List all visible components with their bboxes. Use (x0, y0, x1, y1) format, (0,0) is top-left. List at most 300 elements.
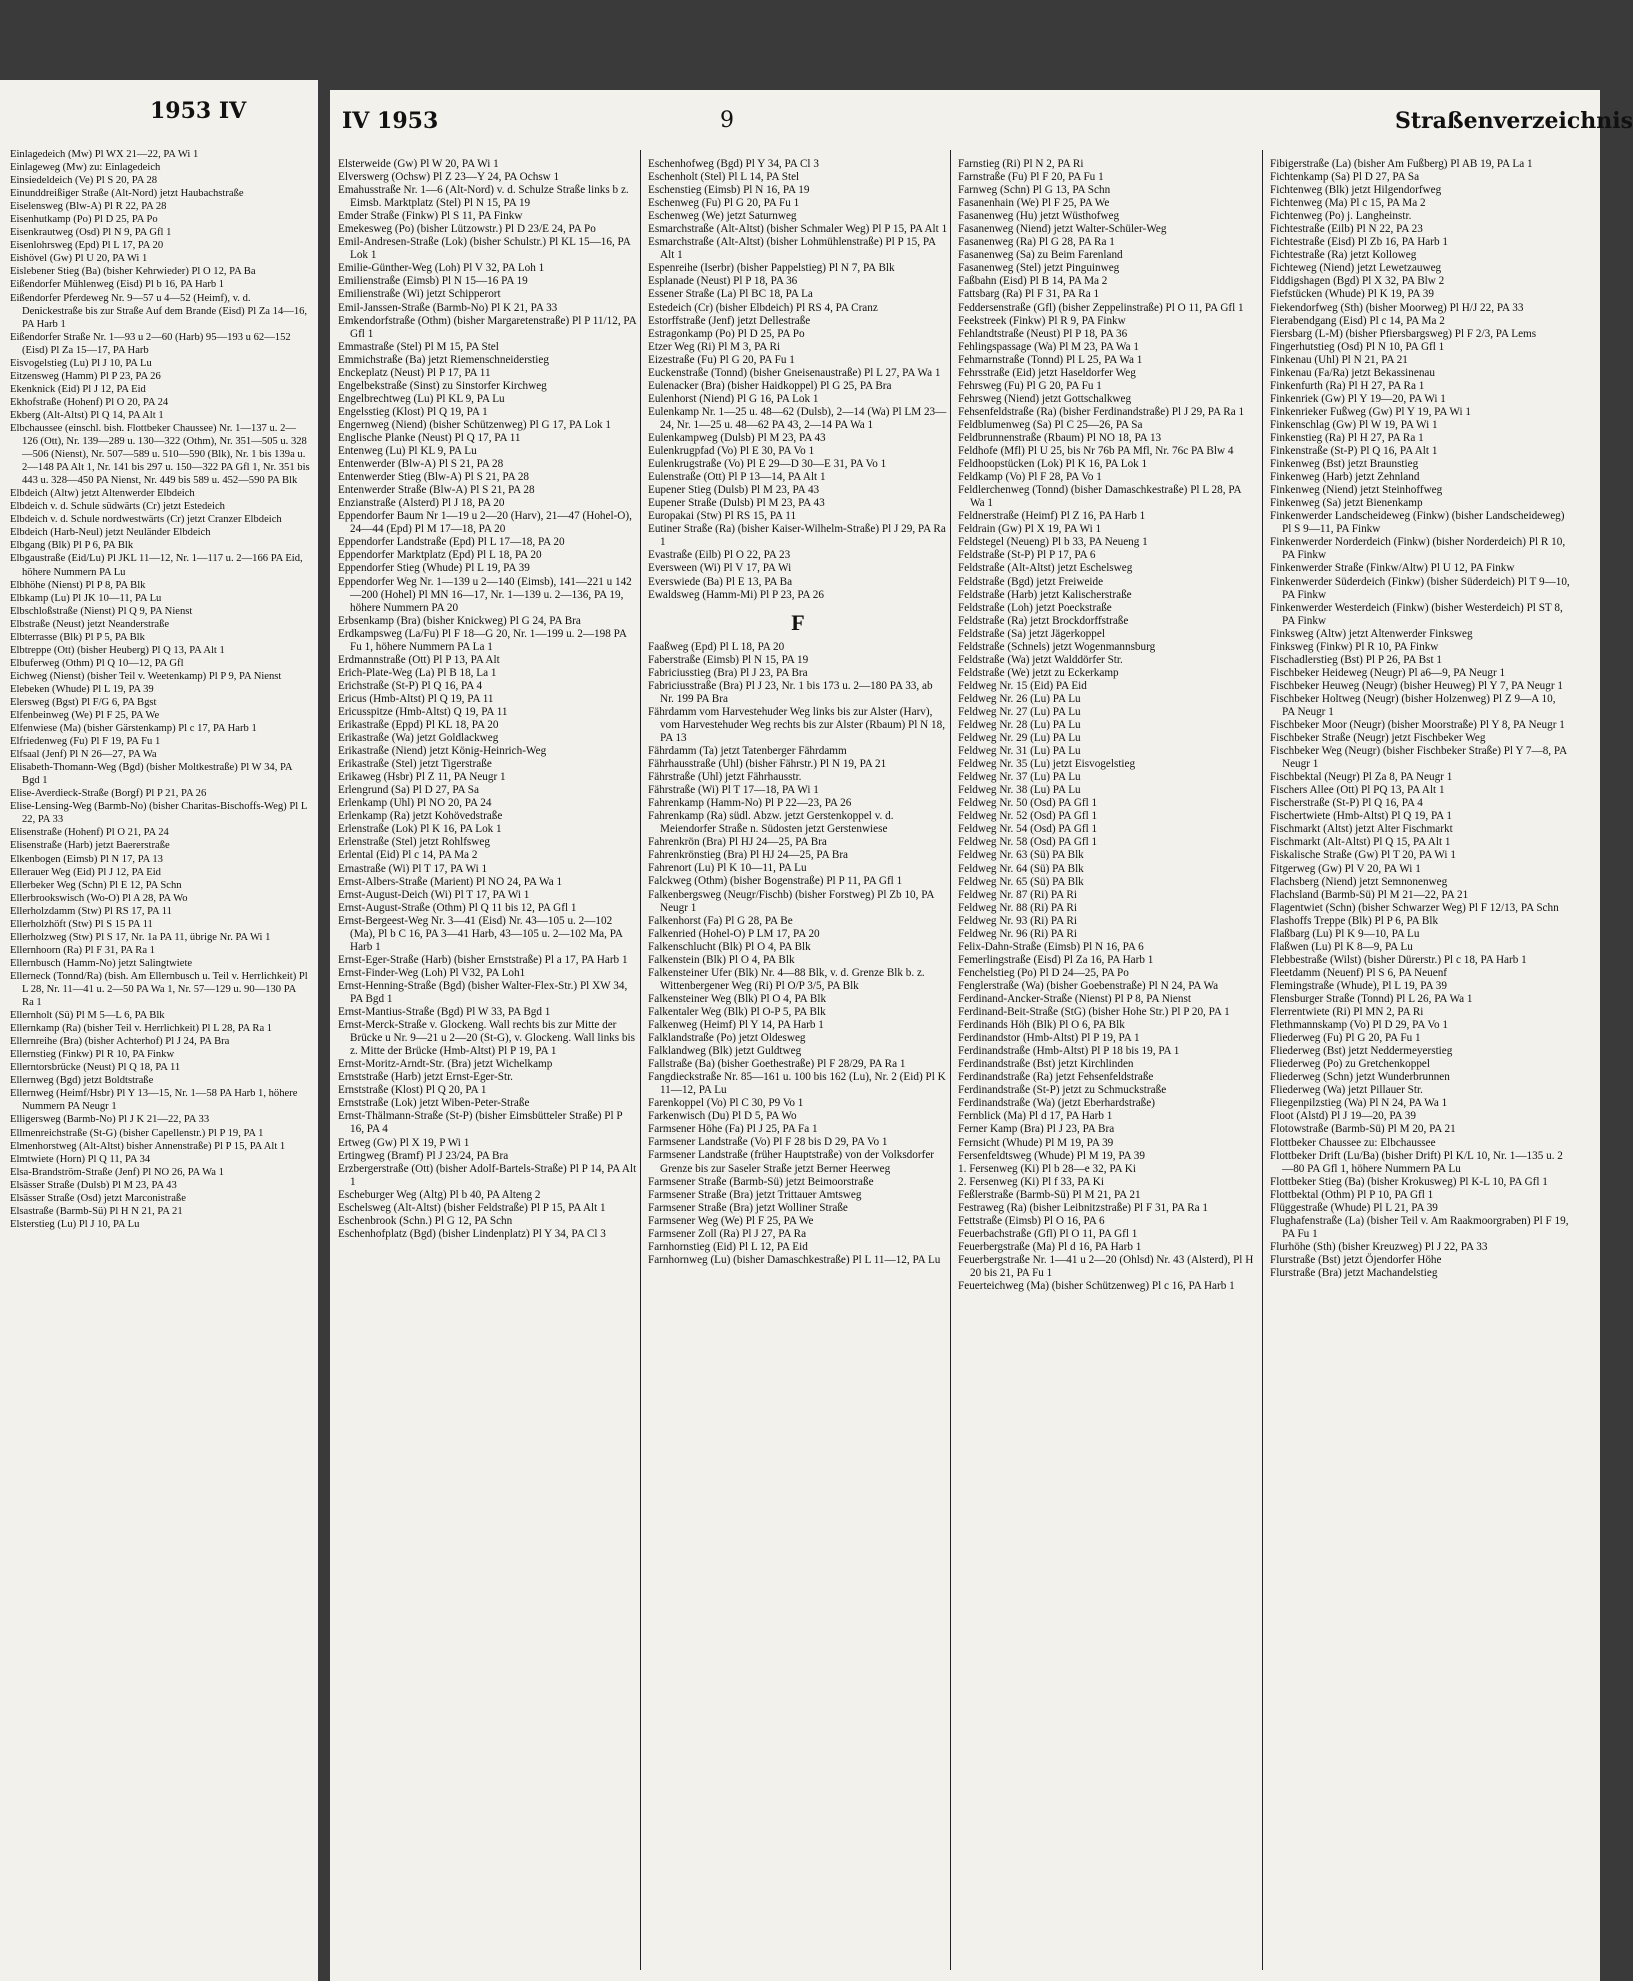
street-entry: Femerlingstraße (Eisd) Pl Za 16, PA Harb 1 (958, 953, 1154, 966)
street-entry: Elsa-Brandström-Straße (Jenf) Pl NO 26, PA Wa 1 (10, 1166, 224, 1178)
street-entry: Erzbergerstraße (Ott) (bisher Adolf-Bartels-Straße) Pl P 14, PA Alt 1 (338, 1162, 637, 1188)
street-entry: Flachsland (Barmb-Sü) Pl M 21—22, PA 21 (1270, 888, 1469, 901)
street-entry: Emahusstraße Nr. 1—6 (Alt-Nord) v. d. Schulze Straße links b z. Eimsb. Marktplatz (Stel) Pl N 15, PA 19 (338, 184, 629, 210)
street-entry: Farnweg (Schn) Pl G 13, PA Schn (958, 184, 1111, 197)
street-entry: Erlenkamp (Uhl) Pl NO 20, PA 24 (338, 797, 492, 810)
street-entry: Falkensteiner Ufer (Blk) Nr. 4—88 Blk, v. d. Grenze Blk b. z. Wittenbergener Weg (Ri) Pl O/P 3/5, PA Blk (648, 966, 925, 992)
street-entry: Fischertwiete (Hmb-Altst) Pl Q 19, PA 1 (1270, 810, 1453, 823)
street-entry: Feldweg Nr. 96 (Ri) PA Ri (958, 927, 1077, 940)
street-entry: Fasanenweg (Ra) Pl G 28, PA Ra 1 (958, 236, 1115, 249)
street-entry: Ernst-Finder-Weg (Loh) Pl V32, PA Loh1 (338, 966, 526, 979)
street-entry: Ellernstieg (Finkw) Pl R 10, PA Finkw (10, 1049, 175, 1061)
street-entry: Ellerbeker Weg (Schn) Pl E 12, PA Schn (10, 879, 182, 891)
street-entry: Eschelsweg (Alt-Altst) (bisher Feldstraße) Pl P 15, PA Alt 1 (338, 1201, 606, 1214)
street-entry: Ferdinandstraße (Wa) (jetzt Eberhardstraße) (958, 1097, 1155, 1110)
street-entry: Elligersweg (Barmb-No) Pl J K 21—22, PA 33 (10, 1114, 210, 1126)
street-entry: Eizestraße (Fu) Pl G 20, PA Fu 1 (648, 353, 795, 366)
column-3 (958, 158, 1258, 1293)
street-entry: Farmsener Straße (Barmb-Sü) jetzt Beimoorstraße (648, 1175, 874, 1188)
street-entry: Fenchelstieg (Po) Pl D 24—25, PA Po (958, 966, 1129, 979)
street-entry: Feldstraße (Schnels) jetzt Wogenmannsburg (958, 640, 1156, 653)
street-entry: Fiersbarg (L-M) (bisher Pfiersbargsweg) Pl F 2/3, PA Lems (1270, 327, 1537, 340)
street-entry: Flurstraße (Bst) jetzt Öjendorfer Höhe (1270, 1253, 1442, 1266)
street-entry: Finksweg (Finkw) Pl R 10, PA Finkw (1270, 640, 1439, 653)
street-entry: Fallstraße (Ba) (bisher Goethestraße) Pl F 28/29, PA Ra 1 (648, 1058, 906, 1071)
street-entry: Feldrain (Gw) Pl X 19, PA Wi 1 (958, 523, 1102, 536)
street-entry: Finkenriek (Gw) Pl Y 19—20, PA Wi 1 (1270, 392, 1446, 405)
street-entry: Entenwerder Straße (Blw-A) Pl S 21, PA 28 (338, 484, 535, 497)
street-entry: Elbschloßstraße (Nienst) Pl Q 9, PA Nienst (10, 605, 193, 617)
street-entry: Flotowstraße (Barmb-Sü) Pl M 20, PA 21 (1270, 1123, 1456, 1136)
street-entry: Etzer Weg (Ri) Pl M 3, PA Ri (648, 340, 781, 353)
street-entry: Fischbeker Heuweg (Neugr) (bisher Heuweg) Pl Y 7, PA Neugr 1 (1270, 679, 1563, 692)
column-2 (648, 158, 948, 1267)
street-entry: Fischadlerstieg (Bst) Pl P 26, PA Bst 1 (1270, 653, 1442, 666)
street-entry: Fahrenkrön (Bra) Pl HJ 24—25, PA Bra (648, 836, 827, 849)
street-entry: Elersweg (Bgst) Pl F/G 6, PA Bgst (10, 696, 157, 708)
street-entry: Fenglerstraße (Wa) (bisher Goebenstraße) Pl N 24, PA Wa (958, 979, 1219, 992)
street-entry: Farnhornweg (Lu) (bisher Damaschkestraße) Pl L 11—12, PA Lu (648, 1253, 941, 1266)
street-entry: Elbgang (Blk) Pl P 6, PA Blk (10, 540, 134, 552)
street-entry: Falkenhorst (Fa) Pl G 28, PA Be (648, 914, 793, 927)
page-header-right: Straßenverzeichnis (1395, 108, 1633, 134)
street-entry: Flaßbarg (Lu) Pl K 9—10, PA Lu (1270, 927, 1420, 940)
street-entry: Fiddigshagen (Bgd) Pl X 32, PA Blw 2 (1270, 275, 1445, 288)
street-entry: Ewaldsweg (Hamm-Mi) Pl P 23, PA 26 (648, 588, 824, 601)
street-entry: Eschenstieg (Eimsb) Pl N 16, PA 19 (648, 184, 810, 197)
street-entry: Flebbestraße (Wilst) (bisher Dürerstr.) Pl c 18, PA Harb 1 (1270, 953, 1527, 966)
street-entry: Fernsicht (Whude) Pl M 19, PA 39 (958, 1136, 1114, 1149)
street-entry: Fehsenfeldstraße (Ra) (bisher Ferdinandstraße) Pl J 29, PA Ra 1 (958, 405, 1245, 418)
street-entry: Erlenkamp (Ra) jetzt Kohövedstraße (338, 810, 503, 823)
street-entry: Feldweg Nr. 26 (Lu) PA Lu (958, 692, 1081, 705)
street-entry: Flensburger Straße (Tonnd) Pl L 26, PA Wa 1 (1270, 993, 1473, 1005)
street-entry: Faßbahn (Eisd) Pl B 14, PA Ma 2 (958, 275, 1108, 288)
street-entry: Fliederweg (Fu) Pl G 20, PA Fu 1 (1270, 1032, 1421, 1045)
street-entry: Espenreihe (Iserbr) (bisher Pappelstieg) Pl N 7, PA Blk (648, 262, 895, 275)
street-entry: Fabriciusstieg (Bra) Pl J 23, PA Bra (648, 666, 808, 679)
street-entry: Feldlerchenweg (Tonnd) (bisher Damaschkestraße) Pl L 28, PA Wa 1 (958, 484, 1241, 510)
street-entry: Fehrsweg (Niend) jetzt Gottschalkweg (958, 392, 1132, 405)
street-entry: Fibigerstraße (La) (bisher Am Fußberg) Pl AB 19, PA La 1 (1270, 158, 1533, 170)
street-entry: Ernastraße (Wi) Pl T 17, PA Wi 1 (338, 862, 488, 875)
street-entry: Feldnerstraße (Heimf) Pl Z 16, PA Harb 1 (958, 510, 1146, 523)
street-entry: Ekenknick (Eid) Pl J 12, PA Eid (10, 383, 146, 395)
street-entry: Farnstieg (Ri) Pl N 2, PA Ri (958, 158, 1084, 170)
street-entry: Fichtenweg (Po) j. Langheinstr. (1270, 210, 1412, 223)
street-entry: Feldkamp (Vo) Pl F 28, PA Vo 1 (958, 471, 1102, 484)
street-entry: Fichtestraße (Eilb) Pl N 22, PA 23 (1270, 223, 1423, 236)
street-entry: Finkenweg (Sa) jetzt Bienenkamp (1270, 497, 1423, 510)
street-entry: Elbkamp (Lu) Pl JK 10—11, PA Lu (10, 592, 162, 604)
street-entry: Eisvogelstieg (Lu) Pl J 10, PA Lu (10, 357, 152, 369)
street-entry: 2. Fersenweg (Ki) Pl f 33, PA Ki (958, 1175, 1104, 1188)
street-entry: 1. Fersenweg (Ki) Pl b 28—e 32, PA Ki (958, 1162, 1136, 1175)
street-entry: Ekberg (Alt-Altst) Pl Q 14, PA Alt 1 (10, 409, 164, 421)
street-entry: Estragonkamp (Po) Pl D 25, PA Po (648, 327, 805, 340)
street-entry: Eulenkrugpfad (Vo) Pl E 30, PA Vo 1 (648, 445, 815, 458)
street-entry: Farmsener Höhe (Fa) Pl J 25, PA Fa 1 (648, 1123, 818, 1136)
page-number: 9 (720, 108, 734, 133)
street-entry: Elmenhorstweg (Alt-Altst) bisher Annenstraße) Pl P 15, PA Alt 1 (10, 1140, 286, 1152)
street-entry: Ernststraße (Klost) Pl Q 20, PA 1 (338, 1084, 487, 1097)
street-entry: Festraweg (Ra) (bisher Leibnitzstraße) Pl F 31, PA Ra 1 (958, 1201, 1209, 1214)
street-entry: Elbdeich v. d. Schule südwärts (Cr) jetzt Estedeich (10, 501, 225, 513)
street-entry: Ferdinands Höh (Blk) Pl O 6, PA Blk (958, 1019, 1125, 1032)
street-entry: Ernst-Thälmann-Straße (St-P) (bisher Eimsbütteler Straße) Pl P 16, PA 4 (338, 1110, 623, 1136)
street-entry: Elbdeich (Altw) jetzt Altenwerder Elbdeich (10, 488, 195, 500)
street-entry: Emilie-Günther-Weg (Loh) Pl V 32, PA Loh 1 (338, 262, 545, 275)
page-header-left: IV 1953 (342, 108, 439, 134)
street-entry: Feldweg Nr. 88 (Ri) PA Ri (958, 901, 1077, 914)
street-entry: Esmarchstraße (Alt-Altst) (bisher Lohmühlenstraße) Pl P 15, PA Alt 1 (648, 236, 936, 262)
street-entry: Elfsaal (Jenf) Pl N 26—27, PA Wa (10, 749, 157, 761)
street-entry: Euckenstraße (Tonnd) (bisher Gneisenaustraße) Pl L 27, PA Wa 1 (648, 366, 941, 379)
street-entry: Eißendorfer Pferdeweg Nr. 9—57 u 4—52 (Heimf), v. d. Denickestraße bis zur Straße Auf dem Brande (Eisd) Pl Za 14—16, PA Harb 1 (10, 292, 308, 330)
street-entry: Ellerntorsbrücke (Neust) Pl Q 18, PA 11 (10, 1062, 181, 1074)
street-entry: Eschenweg (Fu) Pl G 20, PA Fu 1 (648, 197, 800, 210)
street-entry: Eppendorfer Landstraße (Epd) Pl L 17—18, PA 20 (338, 536, 565, 549)
street-entry: Eulenkrugstraße (Vo) Pl E 29—D 30—E 31, PA Vo 1 (648, 458, 887, 471)
street-entry: Ernst-Eger-Straße (Harb) (bisher Ernststraße) Pl a 17, PA Harb 1 (338, 953, 628, 966)
street-entry: Ekhofstraße (Hohenf) Pl O 20, PA 24 (10, 396, 169, 408)
street-entry: Eppendorfer Baum Nr 1—19 u 2—20 (Harv), 21—47 (Hohel-O), 24—44 (Epd) Pl M 17—18, PA 20 (338, 510, 632, 536)
street-entry: Feldweg Nr. 15 (Eid) PA Eid (958, 679, 1087, 692)
street-entry: Engelbekstraße (Sinst) zu Sinstorfer Kirchweg (338, 379, 547, 392)
street-entry: Fliegenpilzstieg (Wa) Pl N 24, PA Wa 1 (1270, 1097, 1448, 1110)
street-entry: Ellerbrookswisch (Wo-O) Pl A 28, PA Wo (10, 892, 188, 904)
street-entry: Fichtenweg (Ma) Pl c 15, PA Ma 2 (1270, 197, 1426, 210)
street-entry: Fehmarnstraße (Tonnd) Pl L 25, PA Wa 1 (958, 353, 1143, 366)
street-entry: Ferner Kamp (Bra) Pl J 23, PA Bra (958, 1123, 1115, 1136)
street-entry: Engelsstieg (Klost) Pl Q 19, PA 1 (338, 405, 488, 418)
street-entry: Eupener Straße (Dulsb) Pl M 23, PA 43 (648, 497, 825, 510)
street-entry: Fährhausstraße (Uhl) (bisher Fährstr.) Pl N 19, PA 21 (648, 758, 887, 771)
street-entry: Feldweg Nr. 35 (Lu) jetzt Eisvogelstieg (958, 758, 1136, 771)
street-entry: Ellernkamp (Ra) (bisher Teil v. Herrlichkeit) Pl L 28, PA Ra 1 (10, 1023, 273, 1035)
column-divider (1262, 150, 1263, 1970)
street-entry: Ferdinandstraße (Bst) jetzt Kirchlinden (958, 1058, 1134, 1071)
street-entry: Feddersenstraße (Gfl) (bisher Zeppelinstraße) Pl O 11, PA Gfl 1 (958, 301, 1244, 314)
street-entry: Ernst-Moritz-Arndt-Str. (Bra) jetzt Wichelkamp (338, 1058, 553, 1071)
street-entry: Ellernholt (Sü) Pl M 5—L 6, PA Blk (10, 1010, 165, 1022)
street-entry: Elfenbeinweg (We) Pl F 25, PA We (10, 710, 160, 722)
street-entry: Falkenweg (Heimf) Pl Y 14, PA Harb 1 (648, 1019, 824, 1031)
street-entry: Finkenwerder Westerdeich (Finkw) (bisher Westerdeich) Pl ST 8, PA Finkw (1270, 601, 1563, 627)
street-entry: Ellernbusch (Hamm-No) jetzt Salingtwiete (10, 957, 193, 969)
street-entry: Estorffstraße (Jenf) jetzt Dellestraße (648, 314, 811, 327)
street-entry: Fährstraße (Uhl) jetzt Fährhausstr. (648, 771, 802, 784)
street-entry: Ernststraße (Harb) jetzt Ernst-Eger-Str. (338, 1071, 513, 1084)
street-entry: Fährstraße (Wi) Pl T 17—18, PA Wi 1 (648, 784, 819, 797)
street-entry: Farenkoppel (Vo) Pl C 30, P9 Vo 1 (648, 1097, 804, 1110)
street-entry: Emmastraße (Stel) Pl M 15, PA Stel (338, 340, 499, 353)
street-entry: Feekstreek (Finkw) Pl R 9, PA Finkw (958, 314, 1126, 327)
street-entry: Feuerbergstraße (Ma) Pl d 16, PA Harb 1 (958, 1240, 1142, 1253)
street-entry: Ellerholzdamm (Stw) Pl RS 17, PA 11 (10, 905, 172, 917)
street-entry: Feuerbachstraße (Gfl) Pl O 11, PA Gfl 1 (958, 1227, 1138, 1240)
street-entry: Ertweg (Gw) Pl X 19, P Wi 1 (338, 1136, 470, 1149)
street-entry: Ernst-Albers-Straße (Marient) Pl NO 24, PA Wa 1 (338, 875, 563, 888)
street-entry: Fahrenkrönstieg (Bra) Pl HJ 24—25, PA Bra (648, 849, 849, 862)
street-entry: Feldweg Nr. 38 (Lu) PA Lu (958, 784, 1081, 797)
street-entry: Emkendorfstraße (Othm) (bisher Margaretenstraße) Pl P 11/12, PA Gfl 1 (338, 314, 637, 340)
street-entry: Erichstraße (St-P) Pl Q 16, PA 4 (338, 679, 483, 692)
street-entry: Finkenstraße (St-P) Pl Q 16, PA Alt 1 (1270, 445, 1438, 458)
street-entry: Finkenschlag (Gw) Pl W 19, PA Wi 1 (1270, 418, 1438, 431)
street-entry: Elbterrasse (Blk) Pl P 5, PA Blk (10, 631, 145, 643)
street-entry: Farnhornstieg (Eid) Pl L 12, PA Eid (648, 1240, 808, 1253)
street-entry: Fasanenhain (We) Pl F 25, PA We (958, 197, 1110, 210)
street-entry: Ferdinandstraße (Ra) jetzt Fehsenfeldstraße (958, 1071, 1154, 1084)
street-entry: Fettstraße (Eimsb) Pl O 16, PA 6 (958, 1214, 1105, 1227)
street-entry: Escheburger Weg (Altg) Pl b 40, PA Alteng 2 (338, 1188, 541, 1201)
street-entry: Eisenkrautweg (Osd) Pl N 9, PA Gfl 1 (10, 227, 172, 239)
street-entry: Elbstraße (Neust) jetzt Neanderstraße (10, 618, 170, 630)
street-entry: Eschenholt (Stel) Pl L 14, PA Stel (648, 171, 800, 184)
street-entry: Fischbektal (Neugr) Pl Za 8, PA Neugr 1 (1270, 771, 1453, 784)
street-entry: Fingerhutstieg (Osd) Pl N 10, PA Gfl 1 (1270, 340, 1445, 353)
street-entry: Fernblick (Ma) Pl d 17, PA Harb 1 (958, 1110, 1113, 1123)
street-entry: Finkenweg (Bst) jetzt Braunstieg (1270, 458, 1419, 471)
street-entry: Erikastraße (Stel) jetzt Tigerstraße (338, 758, 492, 771)
street-entry: Finkenwerder Süderdeich (Finkw) (bisher Süderdeich) Pl T 9—10, PA Finkw (1270, 575, 1570, 601)
street-entry: Fischbeker Weg (Neugr) (bisher Fischbeker Straße) Pl Y 7—8, PA Neugr 1 (1270, 745, 1567, 771)
street-entry: Emmichstraße (Ba) jetzt Riemenschneiderstieg (338, 353, 549, 366)
street-entry: Elmtwiete (Horn) Pl Q 11, PA 34 (10, 1153, 151, 1165)
street-entry: Flüggestraße (Whude) Pl L 21, PA 39 (1270, 1201, 1438, 1214)
street-entry: Feldstraße (Bgd) jetzt Freiweide (958, 575, 1104, 588)
street-entry: Eulenstraße (Ott) Pl P 13—14, PA Alt 1 (648, 471, 826, 484)
street-entry: Feldstraße (Loh) jetzt Poeckstraße (958, 601, 1112, 614)
street-entry: Eppendorfer Stieg (Whude) Pl L 19, PA 39 (338, 562, 530, 575)
street-entry: Fahrenkamp (Ra) südl. Abzw. jetzt Gerstenkoppel v. d. Meiendorfer Straße n. Südosten jetzt Gerstenwiese (648, 810, 894, 836)
street-entry: Finkenau (Fa/Ra) jetzt Bekassinenau (1270, 366, 1435, 379)
street-entry: Ferdinandstraße (St-P) jetzt zu Schmuckstraße (958, 1084, 1167, 1097)
street-entry: Feldweg Nr. 37 (Lu) PA Lu (958, 771, 1081, 784)
street-entry: Elfenwiese (Ma) (bisher Gärstenkamp) Pl c 17, PA Harb 1 (10, 723, 257, 735)
street-entry: Fangdieckstraße Nr. 85—161 u. 100 bis 162 (Lu), Nr. 2 (Eid) Pl K 11—12, PA Lu (648, 1071, 946, 1097)
street-entry: Farmsener Weg (We) Pl F 25, PA We (648, 1214, 814, 1227)
street-entry: Fischmarkt (Alt-Altst) Pl Q 15, PA Alt 1 (1270, 836, 1451, 849)
street-entry: Elfriedenweg (Fu) Pl F 19, PA Fu 1 (10, 736, 161, 748)
street-entry: Falklandstraße (Po) jetzt Oldesweg (648, 1032, 806, 1045)
street-entry: Elbdeich (Harb-Neul) jetzt Neuländer Elbdeich (10, 527, 211, 539)
street-entry: Feldbrunnenstraße (Rbaum) Pl NO 18, PA 13 (958, 431, 1162, 444)
street-entry: Fichtenkamp (Sa) Pl D 27, PA Sa (1270, 171, 1420, 184)
street-entry: Emder Straße (Finkw) Pl S 11, PA Finkw (338, 210, 523, 223)
street-entry: Elise-Lensing-Weg (Barmb-No) (bisher Charitas-Bischoffs-Weg) Pl L 22, PA 33 (10, 801, 307, 826)
street-entry: Faberstraße (Eimsb) Pl N 15, PA 19 (648, 653, 809, 666)
street-entry: Falkenstein (Blk) Pl O 4, PA Blk (648, 953, 795, 966)
street-entry: Fiekendorfweg (Sth) (bisher Moorweg) Pl H/J 22, PA 33 (1270, 301, 1524, 314)
street-entry: Fasanenweg (Sa) zu Beim Farenland (958, 249, 1123, 262)
street-entry: Feldstraße (Sa) jetzt Jägerkoppel (958, 627, 1105, 640)
street-entry: Fehrsweg (Fu) Pl G 20, PA Fu 1 (958, 379, 1102, 392)
street-entry: Feldstraße (Alt-Altst) jetzt Eschelsweg (958, 562, 1133, 575)
street-entry: Eschenbrook (Schn.) Pl G 12, PA Schn (338, 1214, 513, 1227)
street-entry: Ellerneck (Tonnd/Ra) (bish. Am Ellernbusch u. Teil v. Herrlichkeit) Pl L 28, Nr. 11—41 u. 2—50 PA Wa 1, Nr. 57—129 u. 90—130 PA Ra 1 (10, 970, 308, 1009)
street-entry: Feldweg Nr. 65 (Sü) PA Blk (958, 875, 1084, 888)
street-entry: Feldweg Nr. 64 (Sü) PA Blk (958, 862, 1084, 875)
street-entry: Feldweg Nr. 29 (Lu) PA Lu (958, 732, 1081, 745)
street-entry: Feldstraße (We) jetzt zu Eckerkamp (958, 666, 1119, 679)
street-entry: Elbgaustraße (Eid/Lu) Pl JKL 11—12, Nr. 1—117 u. 2—166 PA Eid, höhere Nummern PA Lu (10, 553, 303, 578)
street-entry: Elbhöhe (Nienst) Pl P 8, PA Blk (10, 579, 146, 591)
street-entry: Feldweg Nr. 28 (Lu) PA Lu (958, 719, 1081, 732)
street-entry: Emekesweg (Po) (bisher Lützowstr.) Pl D 23/E 24, PA Po (338, 223, 596, 236)
street-entry: Finkenwerder Straße (Finkw/Altw) Pl U 12, PA Finkw (1270, 562, 1515, 575)
street-entry: Esplanade (Neust) Pl P 18, PA 36 (648, 275, 798, 288)
street-entry: Elkenbogen (Eimsb) Pl N 17, PA 13 (10, 853, 163, 865)
street-entry: Floot (Alstd) Pl J 19—20, PA 39 (1270, 1110, 1416, 1123)
street-entry: Erich-Plate-Weg (La) Pl B 18, La 1 (338, 666, 497, 679)
street-entry: Ferdinand-Ancker-Straße (Nienst) Pl P 8, PA Nienst (958, 993, 1191, 1005)
street-entry: Eschenweg (We) jetzt Saturnweg (648, 210, 797, 223)
street-entry: Ferdinandstor (Hmb-Altst) Pl P 19, PA 1 (958, 1032, 1140, 1045)
street-entry: Ellernreihe (Bra) (bisher Achterhof) Pl J 24, PA Bra (10, 1036, 230, 1048)
street-entry: Falkenried (Hohel-O) P LM 17, PA 20 (648, 927, 820, 940)
street-entry: Feldstraße (Wa) jetzt Walddörfer Str. (958, 653, 1123, 666)
street-entry: Ellerholzweg (Stw) Pl S 17, Nr. 1a PA 11, übrige Nr. PA Wi 1 (10, 931, 271, 943)
street-entry: Feldstraße (Ra) jetzt Brockdorffstraße (958, 614, 1129, 627)
street-entry: Feldstraße (St-P) Pl P 17, PA 6 (958, 549, 1096, 562)
street-entry: Ellerauer Weg (Eid) Pl J 12, PA Eid (10, 866, 161, 878)
street-entry: Fahrenkamp (Hamm-No) Pl P 22—23, PA 26 (648, 797, 852, 810)
street-entry: Elbuferweg (Othm) Pl Q 10—12, PA Gfl (10, 657, 184, 669)
street-entry: Ernst-Henning-Straße (Bgd) (bisher Walter-Flex-Str.) Pl XW 34, PA Bgd 1 (338, 979, 628, 1005)
street-entry: Felix-Dahn-Straße (Eimsb) Pl N 16, PA 6 (958, 940, 1144, 953)
street-entry: Feldhofe (Mfl) Pl U 25, bis Nr 76b PA Mfl, Nr. 76c PA Blw 4 (958, 445, 1234, 458)
column-divider (950, 150, 951, 1970)
street-entry: Falkentaler Weg (Blk) Pl O-P 5, PA Blk (648, 1005, 826, 1018)
street-entry: Elise-Averdieck-Straße (Borgf) Pl P 21, PA 26 (10, 788, 207, 800)
street-entry: Ferdinand-Beit-Straße (StG) (bisher Hohe Str.) Pl P 20, PA 1 (958, 1006, 1230, 1019)
street-entry: Erlenstraße (Stel) jetzt Rohlfsweg (338, 836, 490, 849)
street-entry: Emilienstraße (Wi) jetzt Schipperort (338, 288, 501, 301)
street-entry: Flerrentwiete (Ri) Pl MN 2, PA Ri (1270, 1006, 1424, 1019)
street-entry: Flottbeker Drift (Lu/Ba) (bisher Drift) Pl K/L 10, Nr. 1—135 u. 2—80 PA Gfl 1, höhere Nummern PA Lu (1270, 1149, 1563, 1175)
street-entry: Finkenweg (Harb) jetzt Zehnland (1270, 471, 1420, 484)
street-entry: Eisenlohrsweg (Epd) Pl L 17, PA 20 (10, 240, 164, 252)
street-entry: Fahrenort (Lu) Pl K 10—11, PA Lu (648, 862, 807, 875)
street-entry: Fabriciusstraße (Bra) Pl J 23, Nr. 1 bis 173 u. 2—180 PA 33, ab Nr. 199 PA Bra (648, 679, 933, 705)
street-entry: Elisenstraße (Harb) jetzt Baererstraße (10, 840, 170, 852)
street-entry: Feldweg Nr. 63 (Sü) PA Blk (958, 849, 1084, 862)
street-entry: Ertingweg (Bramf) Pl J 23/24, PA Bra (338, 1149, 509, 1162)
street-entry: Elisabeth-Thomann-Weg (Bgd) (bisher Moltkestraße) Pl W 34, PA Bgd 1 (10, 762, 293, 787)
street-entry: Elsterweide (Gw) Pl W 20, PA Wi 1 (338, 158, 499, 170)
left-column (10, 148, 310, 1231)
street-entry: Fasanenweg (Stel) jetzt Pinguinweg (958, 262, 1120, 275)
street-entry: Feldweg Nr. 50 (Osd) PA Gfl 1 (958, 797, 1098, 810)
street-entry: Eislebener Stieg (Ba) (bisher Kehrwieder) Pl O 12, PA Ba (10, 266, 256, 278)
street-entry: Everswiede (Ba) Pl E 13, PA Ba (648, 575, 793, 588)
street-entry: Eschenhofplatz (Bgd) (bisher Lindenplatz) Pl Y 34, PA Cl 3 (338, 1227, 606, 1240)
street-entry: Estedeich (Cr) (bisher Elbdeich) Pl RS 4, PA Cranz (648, 301, 878, 314)
street-entry: Eichweg (Nienst) (bisher Teil v. Weetenkamp) Pl P 9, PA Nienst (10, 670, 282, 682)
section-letter: F (791, 609, 805, 635)
street-entry: Elsässer Straße (Dulsb) Pl M 23, PA 43 (10, 1179, 177, 1191)
street-entry: Flashoffs Treppe (Blk) Pl P 6, PA Blk (1270, 914, 1439, 927)
street-entry: Finkenstieg (Ra) Pl H 27, PA Ra 1 (1270, 431, 1424, 444)
street-entry: Ferdinandstraße (Hmb-Altst) Pl P 18 bis 19, PA 1 (958, 1045, 1180, 1058)
street-entry: Fährdamm (Ta) jetzt Tatenberger Fährdamm (648, 745, 847, 758)
street-entry: Eishövel (Gw) Pl U 20, PA Wi 1 (10, 253, 148, 265)
street-entry: Ellernhoorn (Ra) Pl F 31, PA Ra 1 (10, 944, 155, 956)
street-entry: Fleetdamm (Neuenf) Pl S 6, PA Neuenf (1270, 966, 1448, 979)
street-entry: Flughafenstraße (La) (bisher Teil v. Am Raakmoorgraben) Pl F 19, PA Fu 1 (1270, 1214, 1569, 1240)
street-entry: Fichteweg (Niend) jetzt Lewetzauweg (1270, 262, 1442, 275)
street-entry: Elverswerg (Ochsw) Pl Z 23—Y 24, PA Ochsw 1 (338, 171, 560, 184)
street-entry: Erikastraße (Wa) jetzt Goldlackweg (338, 732, 499, 745)
street-entry: Ellernweg (Bgd) jetzt Boldtstraße (10, 1075, 154, 1087)
street-entry: Elsastraße (Barmb-Sü) Pl H N 21, PA 21 (10, 1205, 183, 1217)
street-entry: Fasanenweg (Niend) jetzt Walter-Schüler-Weg (958, 223, 1167, 236)
street-entry: Erlengrund (Sa) Pl D 27, PA Sa (338, 784, 479, 797)
street-entry: Eisenhutkamp (Po) Pl D 25, PA Po (10, 214, 158, 226)
column-1 (338, 158, 638, 1241)
street-entry: Elsterstieg (Lu) Pl J 10, PA Lu (10, 1218, 140, 1230)
street-entry: Feldblumenweg (Sa) Pl C 25—26, PA Sa (958, 418, 1143, 431)
street-entry: Farmsener Zoll (Ra) Pl J 27, PA Ra (648, 1227, 807, 1240)
street-entry: Eiselensweg (Blw-A) Pl R 22, PA 28 (10, 201, 167, 213)
street-entry: Einunddreißiger Straße (Alt-Nord) jetzt Haubachstraße (10, 188, 244, 200)
street-entry: Falkenbergsweg (Neugr/Fischb) (bisher Forstweg) Pl Zb 10, PA Neugr 1 (648, 888, 934, 914)
street-entry: Falkenschlucht (Blk) Pl O 4, PA Blk (648, 940, 811, 953)
street-entry: Elbdeich v. d. Schule nordwestwärts (Cr) jetzt Cranzer Elbdeich (10, 514, 282, 526)
street-entry: Feldweg Nr. 52 (Osd) PA Gfl 1 (958, 810, 1098, 823)
street-entry: Eppendorfer Weg Nr. 1—139 u 2—140 (Eimsb), 141—221 u 142—200 (Hohel) Pl MN 16—17, Nr. 1—139 u. 2—136, PA 19, höhere Nummern PA 20 (338, 575, 632, 614)
street-entry: Flethmannskamp (Vo) Pl D 29, PA Vo 1 (1270, 1019, 1448, 1032)
right-page (330, 90, 1633, 1981)
street-entry: Elbtreppe (Ott) (bisher Heuberg) Pl Q 13, PA Alt 1 (10, 644, 225, 656)
street-entry: Ernst-Merck-Straße v. Glockeng. Wall rechts bis zur Mitte der Brücke u Nr. 9—21 u 2—20 (St-G), v. Glockeng. Wall links bis z. Mitte der Brücke (Hmb-Altst) Pl P 19, PA 1 (338, 1019, 635, 1058)
street-entry: Falklandweg (Blk) jetzt Guldtweg (648, 1045, 802, 1058)
street-entry: Ellernweg (Heimf/Hsbr) Pl Y 13—15, Nr. 1—58 PA Harb 1, höhere Nummern PA Neugr 1 (10, 1088, 298, 1113)
street-entry: Ernststraße (Lok) jetzt Wiben-Peter-Straße (338, 1097, 530, 1110)
street-entry: Esmarchstraße (Alt-Altst) (bisher Schmaler Weg) Pl P 15, PA Alt 1 (648, 223, 948, 236)
street-entry: Fischbeker Moor (Neugr) (bisher Moorstraße) Pl Y 8, PA Neugr 1 (1270, 719, 1565, 732)
street-entry: Erikastraße (Eppd) Pl KL 18, PA 20 (338, 719, 499, 732)
street-entry: Feldweg Nr. 87 (Ri) PA Ri (958, 888, 1077, 901)
street-entry: Flachsberg (Niend) jetzt Semnonenweg (1270, 875, 1448, 888)
street-entry: Eutiner Straße (Ra) (bisher Kaiser-Wilhelm-Straße) Pl J 29, PA Ra 1 (648, 523, 946, 549)
street-entry: Fehlandtstraße (Neust) Pl P 18, PA 36 (958, 327, 1128, 340)
street-entry: Ernst-Mantius-Straße (Bgd) Pl W 33, PA Bgd 1 (338, 1006, 551, 1019)
street-entry: Feßlerstraße (Barmb-Sü) Pl M 21, PA 21 (958, 1188, 1141, 1201)
street-entry: Entenweg (Lu) Pl KL 9, PA Lu (338, 445, 477, 458)
street-entry: Eulenkampweg (Dulsb) Pl M 23, PA 43 (648, 431, 826, 444)
left-page (0, 80, 318, 1981)
street-entry: Fitgerweg (Gw) Pl V 20, PA Wi 1 (1270, 862, 1421, 875)
street-entry: Feldweg Nr. 31 (Lu) PA Lu (958, 745, 1081, 758)
street-entry: Eschenhofweg (Bgd) Pl Y 34, PA Cl 3 (648, 158, 819, 170)
street-entry: Entenwerder Stieg (Blw-A) Pl S 21, PA 28 (338, 471, 530, 484)
street-entry: Finkenau (Uhl) Pl N 21, PA 21 (1270, 353, 1408, 366)
street-entry: Flurhöhe (Sth) (bisher Kreuzweg) Pl J 22, PA 33 (1270, 1240, 1488, 1253)
street-entry: Feldhoopstücken (Lok) Pl K 16, PA Lok 1 (958, 458, 1148, 471)
street-entry: Feldweg Nr. 27 (Lu) PA Lu (958, 705, 1081, 718)
street-entry: Finksweg (Altw) jetzt Altenwerder Finksweg (1270, 627, 1473, 640)
street-entry: Enzianstraße (Alsterd) Pl J 18, PA 20 (338, 497, 505, 510)
street-entry: Erdkampsweg (La/Fu) Pl F 18—G 20, Nr. 1—199 u. 2—198 PA Fu 1, höhere Nummern PA La 1 (338, 627, 627, 653)
street-entry: Elebeken (Whude) Pl L 19, PA 39 (10, 683, 154, 695)
street-entry: Feldstegel (Neueng) Pl b 33, PA Neueng 1 (958, 536, 1148, 549)
street-entry: Ellmenreichstraße (St-G) (bisher Capellenstr.) Pl P 19, PA 1 (10, 1127, 264, 1139)
street-entry: Einsiedeldeich (Ve) Pl S 20, PA 28 (10, 175, 158, 187)
street-entry: Eversween (Wi) Pl V 17, PA Wi (648, 562, 792, 575)
